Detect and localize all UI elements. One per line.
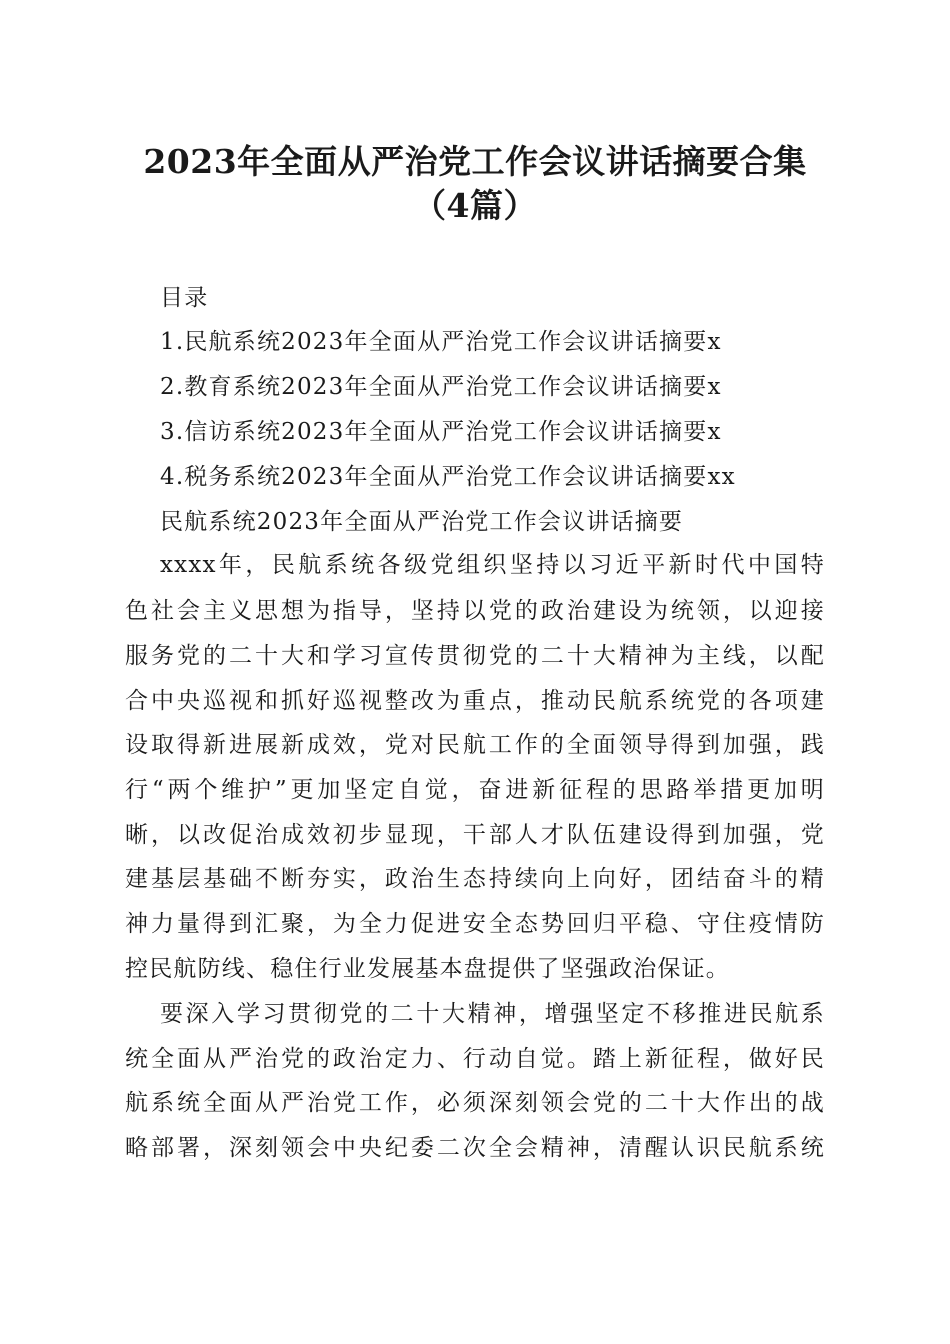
paragraph-line: 色社会主义思想为指导，坚持以党的政治建设为统领，以迎接	[125, 598, 825, 624]
paragraph-line: 要深入学习贯彻党的二十大精神，增强坚定不移推进民航系	[160, 1001, 825, 1027]
paragraph-line: 设取得新进展新成效，党对民航工作的全面领导得到加强，践	[125, 732, 825, 758]
paragraph-line: 行“两个维护”更加坚定自觉，奋进新征程的思路举措更加明	[125, 777, 825, 803]
paragraph-line: xxxx年，民航系统各级党组织坚持以习近平新时代中国特	[160, 552, 825, 578]
paragraph-line: 统全面从严治党的政治定力、行动自觉。踏上新征程，做好民	[125, 1046, 825, 1072]
toc-heading: 目录	[160, 285, 209, 311]
toc-item: 3.信访系统2023年全面从严治党工作会议讲话摘要x	[160, 419, 722, 445]
paragraph-line: 晰，以改促治成效初步显现，干部人才队伍建设得到加强，党	[125, 822, 825, 848]
section-heading: 民航系统2023年全面从严治党工作会议讲话摘要	[160, 509, 684, 535]
paragraph-line: 航系统全面从严治党工作，必须深刻领会党的二十大作出的战	[125, 1090, 825, 1116]
paragraph-line: 略部署，深刻领会中央纪委二次全会精神，清醒认识民航系统	[125, 1135, 825, 1161]
document-title-subtitle: （4篇）	[413, 186, 537, 225]
paragraph-line: 神力量得到汇聚，为全力促进安全态势回归平稳、守住疫情防	[125, 911, 825, 937]
toc-item: 2.教育系统2023年全面从严治党工作会议讲话摘要x	[160, 374, 722, 400]
paragraph-line: 建基层基础不断夯实，政治生态持续向上向好，团结奋斗的精	[125, 866, 825, 892]
paragraph-line: 服务党的二十大和学习宣传贯彻党的二十大精神为主线，以配	[125, 643, 825, 669]
paragraph-line: 合中央巡视和抓好巡视整改为重点，推动民航系统党的各项建	[125, 688, 825, 714]
document-title: 2023年全面从严治党工作会议讲话摘要合集	[143, 142, 807, 181]
paragraph-line: 控民航防线、稳住行业发展基本盘提供了坚强政治保证。	[125, 956, 730, 982]
toc-item: 1.民航系统2023年全面从严治党工作会议讲话摘要x	[160, 329, 722, 355]
toc-item: 4.税务系统2023年全面从严治党工作会议讲话摘要xx	[160, 464, 736, 490]
